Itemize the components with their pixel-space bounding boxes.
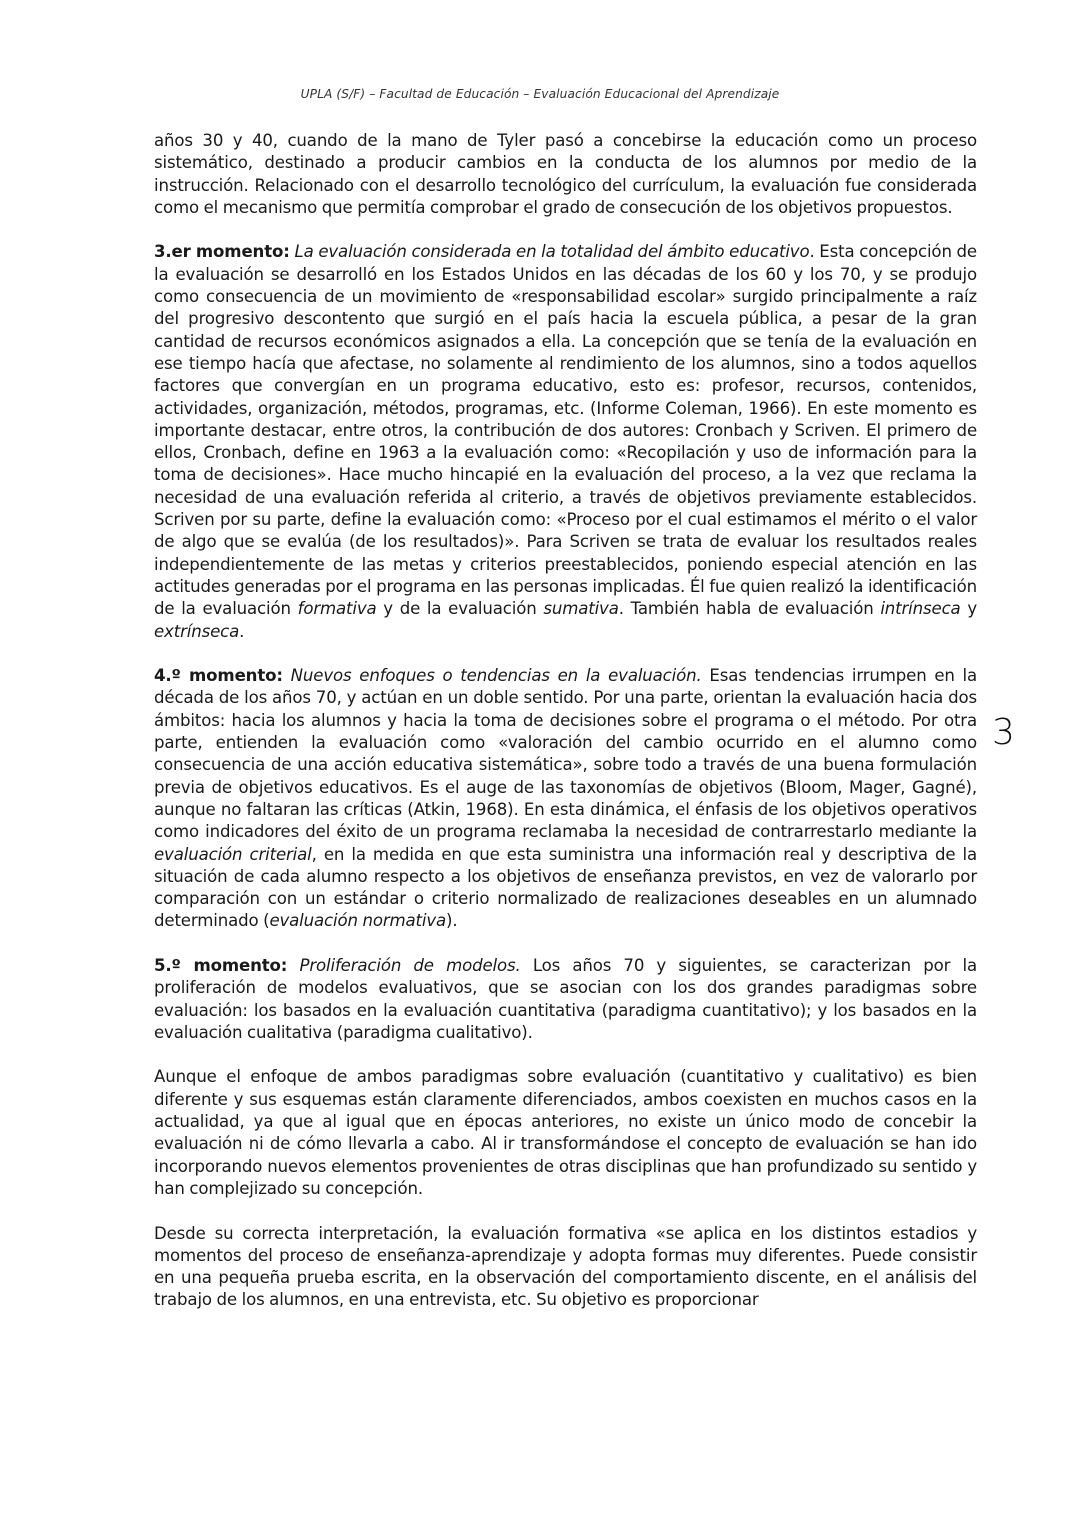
paragraph-formative: Desde su correcta interpretación, la evaluación formativa «se aplica en los distintos estadios y momentos del proceso de enseñanza-aprendizaje y adopta formas muy diferentes. Puede consistir en una pequeña prueba escrita, en la observación del comportamiento discente, en el análisis del trabajo de los alumnos, en una entrevista, etc. Su objetivo es proporcionar bbox=[154, 1223, 977, 1310]
moment-label: 4.º momento: bbox=[154, 666, 283, 686]
paragraph-fifth-moment: 5.º momento: Proliferación de modelos. Los años 70 y siguientes, se caracterizan por la proliferación de modelos evaluativos, que se asocian con los dos grandes paradigmas sobre evaluación: los basados en la evaluación cuantitativa (paradigma cuantitativo); y los basados en la evaluación cualitativa (paradigma cualitativo). bbox=[154, 955, 978, 1042]
running-header: UPLA (S/F) – Facultad de Educación – Evaluación Educacional del Aprendizaje bbox=[300, 87, 780, 101]
paragraph-intro: años 30 y 40, cuando de la mano de Tyler pasó a concebirse la educación como un proceso sistemático, destinado a producir cambios en la conducta de los alumnos por medio de la instrucción. Relacionado con el desarrollo tecnológico del currículum, la evaluación fue considerada como el mecanismo que permitía comprobar el grado de consecución de los objetivos propuestos. bbox=[154, 131, 977, 217]
moment-label: 3.er momento: bbox=[154, 242, 290, 262]
paragraph-fourth-moment: 4.º momento: Nuevos enfoques o tendencias en la evaluación. Esas tendencias irrumpen en la década de los años 70, y actúan en un doble sentido. Por una parte, orientan la evaluación hacia dos ámbitos: hacia los alumnos y hacia la toma de decisiones sobre el programa o el método. Por otra parte, entienden la evaluación como «valoración del cambio ocurrido en el alumno como consecuencia de una acción educativa sistemática», sobre todo a través de una buena formulación previa de objetivos educativos. Es el auge de las taxonomías de objetivos (Bloom, Mager, Gagné), aunque no faltaran las críticas (Atkin, 1968). En esta dinámica, el énfasis de los objetivos operativos como indicadores del éxito de un programa reclamaba la necesidad de contrarrestarlo mediante la evaluación criterial, en la medida en que esta suministra una información real y descriptiva de la situación de cada alumno respecto a los objetivos de enseñanza previstos, en vez de valorarlo por comparación con un estándar o criterio normalizado de realizaciones deseables en un alumnado determinado (evaluación normativa). bbox=[154, 666, 978, 931]
moment-label: 5.º momento: bbox=[154, 955, 288, 975]
document-body bbox=[154, 130, 977, 1334]
paragraph-paradigms: Aunque el enfoque de ambos paradigmas sobre evaluación (cuantitativo y cualitativo) es bien diferente y sus esquemas están claramente diferenciados, ambos coexisten en muchos casos en la actualidad, ya que al igual que en épocas anteriores, no existe un único modo de concebir la evaluación ni de cómo llevarla a cabo. Al ir transformándose el concepto de evaluación se han ido incorporando nuevos elementos provenientes de otras disciplinas que han profundizado su sentido y han complejizado su concepción. bbox=[154, 1067, 977, 1198]
moment-heading: La evaluación considerada en la totalidad del ámbito educativo bbox=[294, 242, 810, 262]
paragraph-third-moment: 3.er momento: La evaluación considerada en la totalidad del ámbito educativo. Esta concepción de la evaluación se desarrolló en los Estados Unidos en las décadas de los 60 y los 70, y se produjo como consecuencia de un movimiento de «responsabilidad escolar» surgido principalmente a raíz del progresivo descontento que surgió en el país hacia la escuela pública, a pesar de la gran cantidad de recursos económicos asignados a ella. La concepción que se tenía de la evaluación en ese tiempo hacía que afectase, no solamente al rendimiento de los alumnos, sino a todos aquellos factores que convergían en un programa educativo, esto es: profesor, recursos, contenidos, actividades, organización, métodos, programas, etc. (Informe Coleman, 1966). En este momento es importante destacar, entre otros, la contribución de dos autores: Cronbach y Scriven. El primero de ellos, Cronbach, define en 1963 a la evaluación como: «Recopilación y uso de información para la toma de decisiones». Hace mucho hincapié en la evaluación del proceso, a la vez que reclama la necesidad de una evaluación referida al criterio, a través de objetivos previamente establecidos. Scriven por su parte, define la evaluación como: «Proceso por el cual estimamos el mérito o el valor de algo que se evalúa (de los resultados)». Para Scriven se trata de evaluar los resultados reales independientemente de las metas y criterios preestablecidos, poniendo especial atención en las actitudes generadas por el programa en las personas implicadas. Él fue quien realizó la identificación de la evaluación formativa y de la evaluación sumativa. También habla de evaluación intrínseca y extrínseca. bbox=[154, 242, 977, 641]
moment-heading: Nuevos enfoques o tendencias en la evaluación. bbox=[290, 666, 702, 686]
page-number: 3 bbox=[992, 712, 1015, 753]
moment-heading: Proliferación de modelos. bbox=[299, 955, 521, 975]
